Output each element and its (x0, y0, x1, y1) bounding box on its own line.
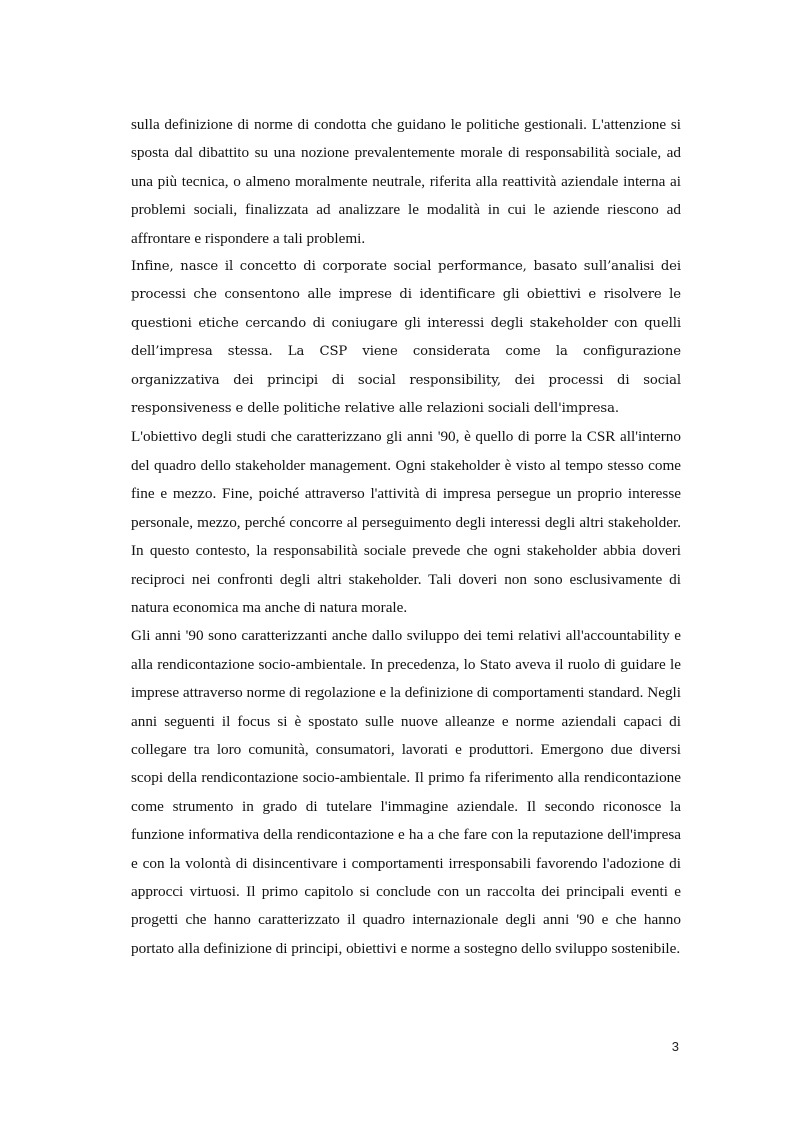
paragraph-accountability: Gli anni '90 sono caratterizzanti anche dallo sviluppo dei temi relativi all'accountability e alla rendicontazione socio-ambientale. In precedenza, lo Stato aveva il ruolo di guidare le imprese attraverso norme di regolazione e la definizione di comportamenti standard. Negli anni seguenti il focus si è spostato sulle nuove alleanze e norme aziendali capaci di collegare tra loro comunità, consumatori, lavorati e produttori. Emergono due diversi scopi della rendicontazione socio-ambientale. Il primo fa riferimento alla rendicontazione come strumento in grado di tutelare l'immagine aziendale. Il secondo riconosce la funzione informativa della rendicontazione e ha a che fare con la reputazione dell'impresa e con la volontà di disincentivare i comportamenti irresponsabili favorendo l'adozione di approcci virtuosi. Il primo capitolo si conclude con un raccolta dei principali eventi e progetti che hanno caratterizzato il quadro internazionale degli anni '90 e che hanno portato alla definizione di principi, obiettivi e norme a sostegno dello sviluppo sostenibile. (131, 627, 681, 957)
body-text (131, 111, 681, 963)
paragraph-corporate-social-performance: Infine, nasce il concetto di corporate social performance, basato sull’analisi dei processi che consentono alle imprese di identificare gli obiettivi e risolvere le questioni etiche cercando di coniugare gli interessi degli stakeholder con quelli dell’impresa stessa. La CSP viene considerata come la configurazione organizzativa dei principi di social responsibility, dei processi di social responsiveness e delle politiche relative alle relazioni sociali dell'impresa. (131, 259, 681, 417)
page-number: 3 (671, 1039, 679, 1054)
paragraph-stakeholder-management: L'obiettivo degli studi che caratterizzano gli anni '90, è quello di porre la CSR all'interno del quadro dello stakeholder management. Ogni stakeholder è visto al tempo stesso come fine e mezzo. Fine, poiché attraverso l'attività di impresa persegue un proprio interesse personale, mezzo, perché concorre al perseguimento degli interessi degli altri stakeholder. In questo contesto, la responsabilità sociale prevede che ogni stakeholder abbia doveri reciproci nei confronti degli altri stakeholder. Tali doveri non sono esclusivamente di natura economica ma anche di natura morale. (131, 428, 681, 616)
paragraph-responsiveness: sulla definizione di norme di condotta che guidano le politiche gestionali. L'attenzione si sposta dal dibattito su una nozione prevalentemente morale di responsabilità sociale, ad una più tecnica, o almeno moralmente neutrale, riferita alla reattività aziendale interna ai problemi sociali, finalizzata ad analizzare le modalità in cui le aziende riescono ad affrontare e rispondere a tali problemi. (131, 116, 681, 247)
